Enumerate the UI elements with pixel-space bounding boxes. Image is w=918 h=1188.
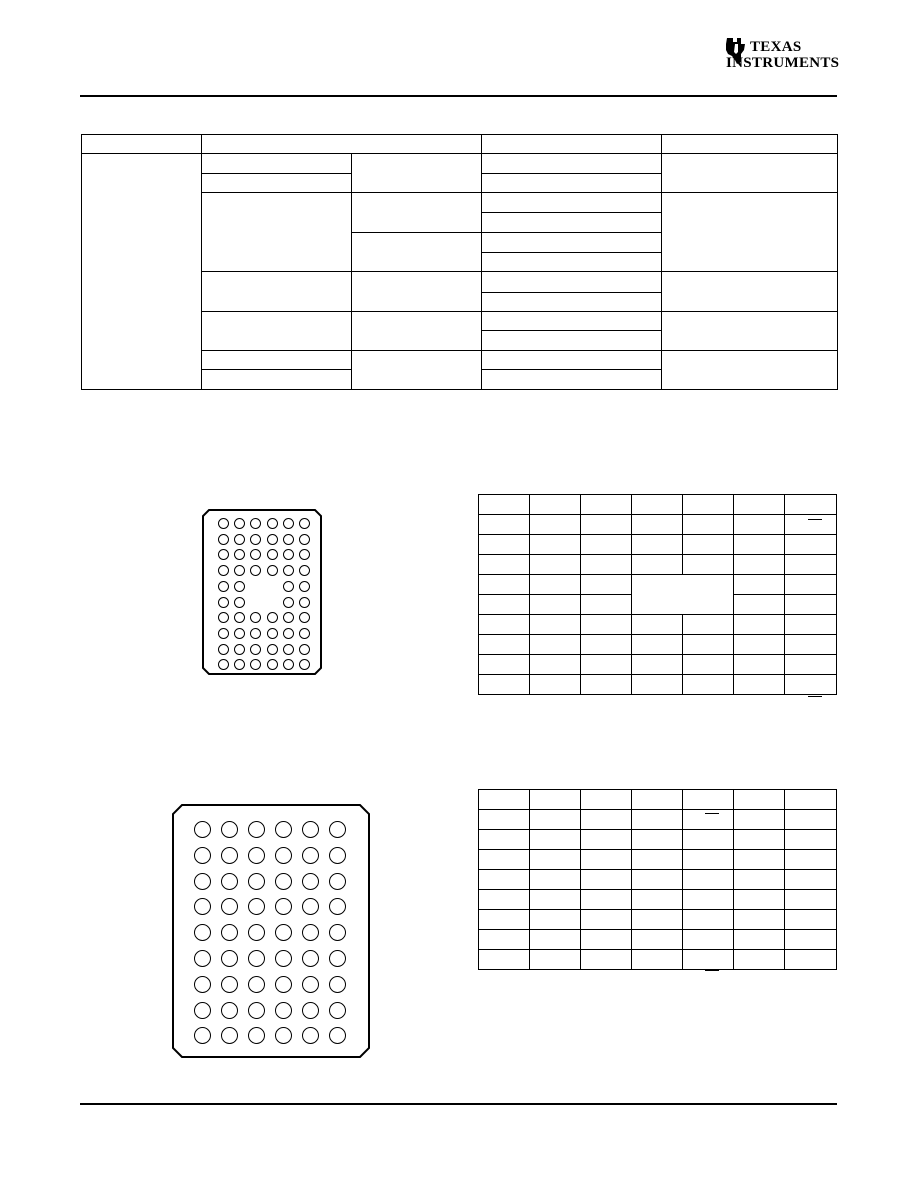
table-cell — [734, 830, 785, 850]
table-row — [479, 890, 837, 910]
solder-ball — [194, 976, 211, 993]
table-cell — [482, 272, 662, 293]
solder-ball — [299, 581, 310, 592]
table-cell — [734, 810, 785, 830]
table-cell — [632, 950, 683, 970]
table-cell — [734, 850, 785, 870]
table-cell — [479, 615, 530, 635]
table-cell — [785, 810, 837, 830]
solder-ball — [283, 581, 294, 592]
solder-ball — [283, 565, 294, 576]
table-cell — [734, 890, 785, 910]
overbar-mark — [808, 519, 822, 520]
table-cell — [683, 515, 734, 535]
table-cell — [683, 635, 734, 655]
table-cell — [785, 615, 837, 635]
solder-ball — [234, 628, 245, 639]
table-row — [479, 555, 837, 575]
solder-ball — [218, 581, 229, 592]
table-cell — [785, 870, 837, 890]
table-cell — [632, 615, 683, 635]
table-cell — [530, 910, 581, 930]
table-cell — [581, 615, 632, 635]
table-cell — [785, 575, 837, 595]
solder-ball — [194, 821, 211, 838]
table-cell — [202, 135, 482, 154]
solder-ball — [267, 644, 278, 655]
solder-ball — [329, 821, 346, 838]
table-cell — [581, 575, 632, 595]
table-row — [82, 154, 838, 174]
ball-map-table-upper — [478, 494, 837, 695]
table-cell — [662, 312, 838, 351]
table-cell — [662, 193, 838, 272]
table-cell — [785, 595, 837, 615]
table-cell — [479, 515, 530, 535]
table-cell — [530, 515, 581, 535]
table-cell — [683, 950, 734, 970]
solder-ball — [267, 518, 278, 529]
table-row — [479, 850, 837, 870]
table-cell — [202, 351, 352, 370]
solder-ball — [302, 821, 319, 838]
table-cell — [785, 495, 837, 515]
table-cell — [734, 675, 785, 695]
solder-ball — [248, 976, 265, 993]
table-cell — [662, 154, 838, 193]
table-cell — [581, 655, 632, 675]
table-row — [479, 830, 837, 850]
table-cell — [530, 830, 581, 850]
table-cell — [479, 595, 530, 615]
solder-ball — [329, 950, 346, 967]
solder-ball — [218, 597, 229, 608]
solder-ball — [275, 847, 292, 864]
table-cell — [683, 930, 734, 950]
solder-ball — [248, 821, 265, 838]
table-cell — [530, 675, 581, 695]
logo-word-instruments: INSTRUMENTS — [726, 55, 840, 71]
table-cell — [479, 555, 530, 575]
table-row — [479, 870, 837, 890]
table-cell — [785, 535, 837, 555]
table-cell — [530, 555, 581, 575]
solder-ball — [218, 628, 229, 639]
table-cell — [632, 870, 683, 890]
table-cell — [482, 233, 662, 253]
solder-ball — [283, 597, 294, 608]
table-cell — [479, 950, 530, 970]
table-row — [82, 135, 838, 154]
solder-ball — [302, 1002, 319, 1019]
table-cell — [734, 575, 785, 595]
table-cell — [785, 675, 837, 695]
table-cell — [734, 910, 785, 930]
table-cell — [479, 930, 530, 950]
table-cell — [683, 890, 734, 910]
solder-ball — [267, 659, 278, 670]
table-cell — [785, 890, 837, 910]
solder-ball — [275, 873, 292, 890]
solder-ball — [329, 847, 346, 864]
table-cell — [734, 495, 785, 515]
solder-ball — [221, 873, 238, 890]
solder-ball — [302, 873, 319, 890]
table-cell — [734, 930, 785, 950]
table-cell — [581, 890, 632, 910]
table-cell — [632, 830, 683, 850]
table-cell — [632, 790, 683, 810]
logo-word-texas: TEXAS — [750, 39, 802, 55]
table-cell — [482, 293, 662, 312]
table-cell — [482, 312, 662, 331]
solder-ball — [283, 534, 294, 545]
table-cell — [482, 253, 662, 272]
solder-ball — [283, 612, 294, 623]
table-cell — [683, 655, 734, 675]
table-cell — [734, 595, 785, 615]
table-cell — [683, 675, 734, 695]
solder-ball — [234, 581, 245, 592]
table-cell — [632, 675, 683, 695]
table-cell — [530, 850, 581, 870]
table-cell — [785, 830, 837, 850]
solder-ball — [267, 565, 278, 576]
solder-ball — [275, 976, 292, 993]
table-cell — [734, 635, 785, 655]
solder-ball — [299, 534, 310, 545]
ti-logo — [724, 34, 838, 76]
table-cell — [683, 615, 734, 635]
solder-ball — [250, 644, 261, 655]
table-cell — [82, 154, 202, 390]
table-cell — [530, 790, 581, 810]
solder-ball — [275, 821, 292, 838]
table-cell — [632, 515, 683, 535]
table-cell — [785, 950, 837, 970]
table-cell — [632, 495, 683, 515]
table-cell — [734, 515, 785, 535]
table-cell — [581, 930, 632, 950]
table-cell — [632, 655, 683, 675]
table-cell — [530, 870, 581, 890]
table-cell — [734, 555, 785, 575]
table-cell — [482, 135, 662, 154]
table-cell — [482, 331, 662, 351]
table-cell — [581, 495, 632, 515]
table-cell — [632, 910, 683, 930]
table-cell — [530, 930, 581, 950]
solder-ball — [267, 612, 278, 623]
table-cell — [581, 515, 632, 535]
table-cell — [479, 810, 530, 830]
table-cell — [581, 675, 632, 695]
table-cell — [479, 830, 530, 850]
table-cell — [683, 850, 734, 870]
table-cell — [479, 870, 530, 890]
solder-ball — [221, 1002, 238, 1019]
table-cell — [662, 351, 838, 390]
table-cell — [785, 655, 837, 675]
solder-ball — [299, 628, 310, 639]
table-cell — [82, 135, 202, 154]
solder-ball — [267, 549, 278, 560]
table-cell — [479, 655, 530, 675]
table-cell — [530, 595, 581, 615]
table-cell — [202, 193, 352, 272]
table-cell — [683, 535, 734, 555]
table-cell — [632, 810, 683, 830]
table-cell — [785, 635, 837, 655]
table-cell — [482, 193, 662, 213]
solder-ball — [221, 821, 238, 838]
table-row — [479, 910, 837, 930]
table-cell — [482, 174, 662, 193]
solder-ball — [248, 873, 265, 890]
table-cell — [683, 555, 734, 575]
table-cell — [581, 595, 632, 615]
solder-ball — [218, 518, 229, 529]
solder-ball — [248, 950, 265, 967]
table-row — [479, 535, 837, 555]
table-cell — [581, 950, 632, 970]
table-cell — [632, 930, 683, 950]
table-cell — [530, 810, 581, 830]
table-cell — [530, 635, 581, 655]
spec-table — [81, 134, 838, 390]
table-cell — [683, 830, 734, 850]
solder-ball — [302, 847, 319, 864]
table-cell — [581, 830, 632, 850]
solder-ball — [194, 847, 211, 864]
table-cell — [581, 535, 632, 555]
solder-ball — [234, 644, 245, 655]
table-row — [479, 515, 837, 535]
solder-ball — [302, 976, 319, 993]
table-row — [479, 930, 837, 950]
table-cell-merged — [632, 575, 734, 615]
table-cell — [530, 615, 581, 635]
table-cell — [581, 850, 632, 870]
table-cell — [479, 850, 530, 870]
table-cell — [530, 535, 581, 555]
table-cell — [785, 555, 837, 575]
table-cell — [530, 575, 581, 595]
table-cell — [352, 312, 482, 351]
table-cell — [202, 154, 352, 174]
table-cell — [479, 495, 530, 515]
table-cell — [352, 272, 482, 312]
table-cell — [479, 890, 530, 910]
solder-ball — [283, 644, 294, 655]
solder-ball — [267, 534, 278, 545]
table-cell — [479, 575, 530, 595]
solder-ball — [194, 1002, 211, 1019]
table-cell — [632, 850, 683, 870]
table-cell — [352, 193, 482, 233]
table-cell — [683, 790, 734, 810]
table-cell — [530, 495, 581, 515]
table-cell — [352, 154, 482, 193]
overbar-mark — [808, 696, 822, 697]
table-cell — [352, 233, 482, 272]
table-cell — [785, 790, 837, 810]
table-cell — [352, 351, 482, 390]
solder-ball — [275, 1002, 292, 1019]
table-cell — [581, 870, 632, 890]
table-cell — [202, 174, 352, 193]
table-cell — [632, 635, 683, 655]
table-cell — [785, 515, 837, 535]
solder-ball — [299, 644, 310, 655]
table-cell — [482, 370, 662, 390]
table-cell — [734, 655, 785, 675]
table-cell — [683, 495, 734, 515]
table-cell — [581, 555, 632, 575]
solder-ball — [299, 518, 310, 529]
table-row — [479, 790, 837, 810]
table-cell — [202, 370, 352, 390]
table-row — [479, 655, 837, 675]
solder-ball — [299, 597, 310, 608]
table-cell — [482, 154, 662, 174]
table-row — [479, 950, 837, 970]
solder-ball — [194, 950, 211, 967]
table-cell — [479, 675, 530, 695]
table-cell — [785, 910, 837, 930]
table-cell — [734, 535, 785, 555]
solder-ball — [329, 976, 346, 993]
solder-ball — [248, 1002, 265, 1019]
solder-ball — [221, 976, 238, 993]
solder-ball — [283, 518, 294, 529]
table-cell — [530, 655, 581, 675]
table-cell — [785, 850, 837, 870]
table-cell — [479, 635, 530, 655]
table-cell — [482, 351, 662, 370]
table-cell — [734, 790, 785, 810]
table-row — [479, 615, 837, 635]
overbar-mark — [705, 970, 719, 971]
table-cell — [581, 635, 632, 655]
table-cell — [734, 615, 785, 635]
table-cell — [530, 950, 581, 970]
ball-map-table-lower — [478, 789, 837, 970]
table-cell — [632, 890, 683, 910]
table-row — [479, 635, 837, 655]
header-rule — [80, 95, 837, 97]
solder-ball — [221, 950, 238, 967]
solder-ball — [218, 644, 229, 655]
solder-ball — [234, 534, 245, 545]
table-cell — [581, 810, 632, 830]
table-cell — [632, 535, 683, 555]
table-cell — [683, 910, 734, 930]
solder-ball — [194, 873, 211, 890]
solder-ball — [283, 628, 294, 639]
table-cell — [202, 312, 352, 351]
table-cell — [632, 555, 683, 575]
solder-ball — [234, 597, 245, 608]
table-cell — [479, 910, 530, 930]
table-cell — [581, 910, 632, 930]
table-cell — [734, 950, 785, 970]
table-cell — [479, 790, 530, 810]
table-cell — [662, 272, 838, 312]
table-cell — [683, 870, 734, 890]
table-cell — [202, 272, 352, 312]
table-row — [479, 495, 837, 515]
table-row — [479, 575, 837, 595]
solder-ball — [302, 950, 319, 967]
solder-ball — [221, 847, 238, 864]
overbar-mark — [705, 813, 719, 814]
table-cell — [479, 535, 530, 555]
table-cell — [734, 870, 785, 890]
solder-ball — [248, 847, 265, 864]
solder-ball — [267, 628, 278, 639]
table-cell — [785, 930, 837, 950]
solder-ball — [329, 1002, 346, 1019]
solder-ball — [329, 873, 346, 890]
table-row — [479, 675, 837, 695]
table-cell — [662, 135, 838, 154]
table-cell — [482, 213, 662, 233]
footer-rule — [80, 1103, 837, 1105]
table-cell — [530, 890, 581, 910]
solder-ball — [275, 950, 292, 967]
solder-ball — [218, 534, 229, 545]
table-cell — [581, 790, 632, 810]
table-row — [479, 810, 837, 830]
